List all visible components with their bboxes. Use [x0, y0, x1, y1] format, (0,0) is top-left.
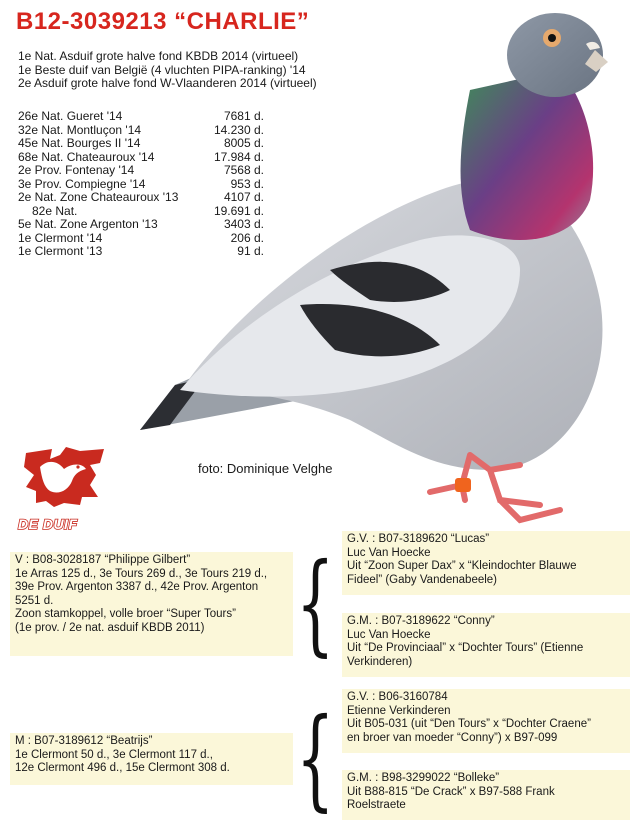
result-row	[18, 205, 264, 219]
grandfather-lineage: en broer van moeder “Conny”) x B97-099	[347, 731, 558, 744]
photo-credit: foto: Dominique Velghe	[198, 461, 333, 476]
father-result: 39e Prov. Argenton 3387 d., 42e Prov. Argenton	[15, 581, 259, 593]
mother-box	[10, 733, 293, 785]
result-race: 5e Nat. Zone Argenton '13	[18, 217, 158, 231]
grandmother-box	[342, 613, 630, 677]
honours-list	[18, 50, 317, 91]
mother-result: 1e Clermont 50 d., 3e Clermont 117 d.,	[15, 748, 213, 761]
mother-ring: M : B07-3189612 “Beatrijs”	[15, 735, 153, 747]
grandfather-ring: G.V. : B06-3160784	[347, 691, 448, 703]
result-count: 7681 d.	[223, 109, 264, 123]
result-count: 7568 d.	[223, 163, 264, 177]
father-note: (1e prov. / 2e nat. asduif KBDB 2011)	[15, 621, 205, 634]
result-count: 206 d.	[230, 230, 264, 245]
honour-item: 2e Asduif grote halve fond W-Vlaanderen 2014 (virtueel)	[18, 76, 317, 90]
result-row	[18, 164, 264, 178]
grandmother-lineage: Verkinderen)	[347, 655, 413, 668]
result-row	[18, 232, 264, 246]
result-count: 4107 d.	[223, 190, 264, 204]
grandmother-lineage: Uit B88-815 “De Crack” x B97-588 Frank	[347, 785, 555, 798]
grandfather-box	[342, 531, 630, 595]
result-count: 3403 d.	[223, 217, 264, 231]
result-race: 2e Nat. Zone Chateauroux '13	[18, 190, 179, 204]
result-race: 3e Prov. Compiegne '14	[18, 176, 146, 191]
result-race: 45e Nat. Bourges II '14	[18, 136, 141, 150]
father-result: 5251 d.	[15, 594, 54, 607]
grandfather-lineage: Fideel” (Gaby Vandenabeele)	[347, 573, 498, 586]
result-race: 82e Nat.	[32, 203, 78, 218]
grandmother-mother-side-box	[342, 770, 630, 820]
grandmother-lineage: Uit “De Provinciaal” x “Dochter Tours” (Etienne	[347, 642, 584, 654]
results-list	[18, 110, 264, 259]
result-count: 8005 d.	[223, 136, 264, 150]
grandmother-breeder: Luc Van Hoecke	[347, 628, 431, 641]
father-note: Zoon stamkoppel, volle broer “Super Tours”	[15, 608, 236, 620]
result-race: 32e Nat. Montluçon '14	[18, 122, 142, 137]
grandfather-ring: G.V. : B07-3189620 “Lucas”	[347, 533, 490, 545]
result-race: 2e Prov. Fontenay '14	[18, 163, 135, 177]
result-race: 26e Nat. Gueret '14	[18, 109, 123, 123]
mother-result: 12e Clermont 496 d., 15e Clermont 308 d.	[15, 762, 230, 774]
grandfather-breeder: Etienne Verkinderen	[347, 704, 451, 717]
result-row	[18, 245, 264, 259]
result-count: 17.984 d.	[213, 149, 264, 164]
father-ring: V : B08-3028187 “Philippe Gilbert”	[15, 554, 191, 566]
logo-text: DE DUIF	[18, 516, 78, 532]
de-duif-logo	[20, 445, 110, 515]
result-row	[18, 218, 264, 232]
result-row	[18, 151, 264, 165]
result-count: 19.691 d.	[213, 203, 264, 218]
result-row	[18, 178, 264, 192]
result-row	[18, 137, 264, 151]
result-count: 91 d.	[237, 244, 264, 258]
grandfather-breeder: Luc Van Hoecke	[347, 546, 431, 559]
father-box	[10, 552, 293, 656]
pigeon-title: B12-3039213 “CHARLIE”	[16, 8, 310, 35]
grandmother-lineage: Roelstraete	[347, 799, 406, 811]
brace-mother: {	[296, 694, 335, 822]
result-count: 953 d.	[230, 176, 264, 191]
brace-father: {	[296, 539, 335, 667]
result-row	[18, 191, 264, 205]
result-row	[18, 124, 264, 138]
result-row	[18, 110, 264, 124]
honour-item: 1e Beste duif van België (4 vluchten PIPA-ranking) '14	[18, 62, 306, 77]
grandfather-lineage: Uit B05-031 (uit “Den Tours” x “Dochter Craene”	[347, 718, 591, 730]
grandfather-mother-side-box	[342, 689, 630, 753]
result-race: 1e Clermont '13	[18, 244, 103, 258]
result-count: 14.230 d.	[213, 122, 264, 137]
grandmother-ring: G.M. : B98-3299022 “Bolleke”	[347, 772, 500, 784]
result-race: 68e Nat. Chateauroux '14	[18, 149, 155, 164]
honour-item: 1e Nat. Asduif grote halve fond KBDB 2014 (virtueel)	[18, 49, 299, 63]
result-race: 1e Clermont '14	[18, 230, 103, 245]
father-result: 1e Arras 125 d., 3e Tours 269 d., 3e Tours 219 d.,	[15, 567, 268, 580]
grandmother-ring: G.M. : B07-3189622 “Conny”	[347, 615, 495, 627]
grandfather-lineage: Uit “Zoon Super Dax” x “Kleindochter Blauwe	[347, 560, 577, 572]
